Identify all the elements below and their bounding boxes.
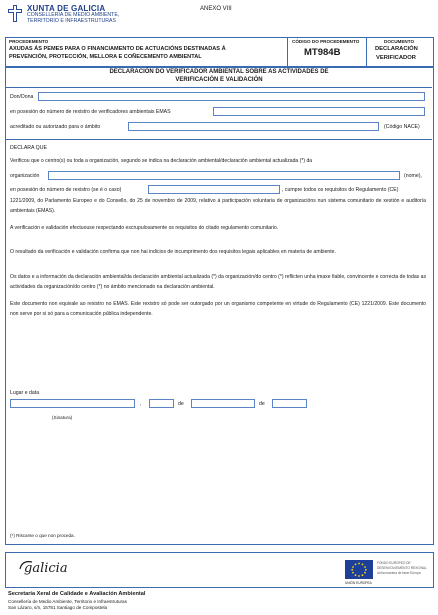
org-dept-line1: CONSELLERÍA DE MEDIO AMBIENTE, bbox=[27, 12, 120, 18]
footer-consel: Consellería de Medio Ambiente, Territorio e Infraestruturas bbox=[8, 599, 127, 604]
declara-p5: Este documento non equivale ao rexistro no EMAS. Este rexistro só pode ser outorgado por un organismo competente en virtude do Regulamento (CE) 1221/2009. Este documento non serve por si só para a comunicación pública independente. bbox=[10, 301, 426, 317]
document-label: DOCUMENTO bbox=[384, 39, 415, 44]
place-input[interactable] bbox=[10, 399, 135, 408]
xunta-logo bbox=[8, 5, 22, 22]
don-label: Don/Dona bbox=[10, 94, 34, 100]
date-de-2: de bbox=[259, 401, 265, 407]
declara-p1-continuation: 1221/2009, do Parlamento Europeo e do Consello, do 25 de novembro de 2009, relativo á participación voluntaria de organizacións nun sistema comunitario de xestión e auditoría ambientais (EMAS). bbox=[10, 198, 426, 214]
organization-input[interactable] bbox=[48, 171, 400, 180]
emas-label: en posesión do número de rexistro de verificadores ambientais EMAS bbox=[10, 109, 171, 115]
organization-label: organización bbox=[10, 173, 40, 179]
date-de-1: de bbox=[178, 401, 184, 407]
galicia-logo-text: galicia bbox=[24, 561, 68, 576]
nace-label: (Código NACE) bbox=[384, 124, 420, 130]
date-comma: , bbox=[140, 401, 142, 407]
footer-dept: Secretaría Xeral de Calidade e Avaliación Ambiental bbox=[8, 591, 146, 597]
month-input[interactable] bbox=[191, 399, 255, 408]
document-name-line1: DECLARACIÓN bbox=[375, 46, 418, 52]
registration-input[interactable] bbox=[148, 185, 280, 194]
year-input[interactable] bbox=[272, 399, 307, 408]
eu-flag bbox=[345, 560, 373, 579]
procedure-code: MT984B bbox=[304, 47, 341, 58]
declara-heading: DECLARA QUE bbox=[10, 145, 47, 151]
eu-text-1: FONDO EUROPEO DE bbox=[377, 561, 411, 565]
organization-name-suffix: (nome), bbox=[404, 173, 422, 179]
eu-text-3: Unha maneira de facer Europa bbox=[377, 571, 421, 575]
declara-p1-line1: Verificou que o centro(s) ou toda a organización, segundo se indica na declaración ambiental/declaración ambiental actualizada (*) da bbox=[10, 158, 313, 164]
emas-number-input[interactable] bbox=[213, 107, 425, 116]
declara-p4: Os datos e a información da declaración ambiental/da declaración ambiental actualizada (*) da organización/do centro (*) reflicten unha imaxe fiable, convincente e correcta de todas as actividades da organización/do centro (*) no ámbito mencionado na declaración ambiental. bbox=[10, 274, 426, 290]
annex-label: ANEXO VIII bbox=[200, 6, 232, 12]
eu-flag-icon bbox=[345, 560, 373, 579]
scope-input[interactable] bbox=[128, 122, 379, 131]
form-title-line1: DECLARACIÓN DO VERIFICADOR AMBIENTAL SOBRE AS ACTIVIDADES DE bbox=[109, 69, 329, 75]
eu-caption: UNIÓN EUROPEA bbox=[345, 581, 372, 585]
procedure-text-line1: AXUDAS ÁS PEMES PARA O FINANCIAMENTO DE ACTUACIÓNS DESTINADAS Á bbox=[9, 46, 226, 52]
xunta-cross-icon bbox=[8, 5, 22, 22]
footnote: (*) Riscarse o que non proceda. bbox=[10, 533, 75, 538]
registration-suffix: , cumpre todos os requisitos do Regulamento (CE) bbox=[282, 187, 399, 193]
procedure-text-line2: PREVENCIÓN, PROTECCIÓN, MELLORA E COÑECEMENTO AMBIENTAL bbox=[9, 54, 202, 60]
form-title-line2: VERIFICACIÓN E VALIDACIÓN bbox=[175, 77, 263, 83]
declara-p3: O resultado da verificación e validación confirma que non hai indicios de incumprimento dos requisitos legais aplicables en materia de ambiente. bbox=[10, 249, 336, 255]
org-dept-line2: TERRITORIO E INFRAESTRUTURAS bbox=[27, 18, 116, 24]
document-name-line2: VERIFICADOR bbox=[376, 55, 416, 61]
signature-label: (Sinatura) bbox=[52, 415, 73, 420]
don-input[interactable] bbox=[38, 92, 425, 101]
footer-address: San Lázaro, s/n, 15781 Santiago de Compostela bbox=[8, 605, 108, 610]
procedure-box bbox=[5, 37, 434, 68]
procedure-code-label: CÓDIGO DO PROCEDEMENTO bbox=[292, 39, 360, 44]
declara-p2: A verificación e validación efectuouse respectando escrupulosamente os requisitos do citado regulamento comunitario. bbox=[10, 225, 279, 231]
procedure-label: PROCEDEMENTO bbox=[9, 39, 49, 44]
org-name: XUNTA DE GALICIA bbox=[27, 4, 106, 13]
eu-text-2: DESENVOLVEMENTO REXIONAL bbox=[377, 566, 427, 570]
registration-label: en posesión do número de rexistro (se é o caso) bbox=[10, 187, 122, 193]
place-date-label: Lugar e data bbox=[10, 390, 40, 396]
day-input[interactable] bbox=[149, 399, 174, 408]
scope-label: acreditado ou autorizado para o ámbito bbox=[10, 124, 101, 130]
